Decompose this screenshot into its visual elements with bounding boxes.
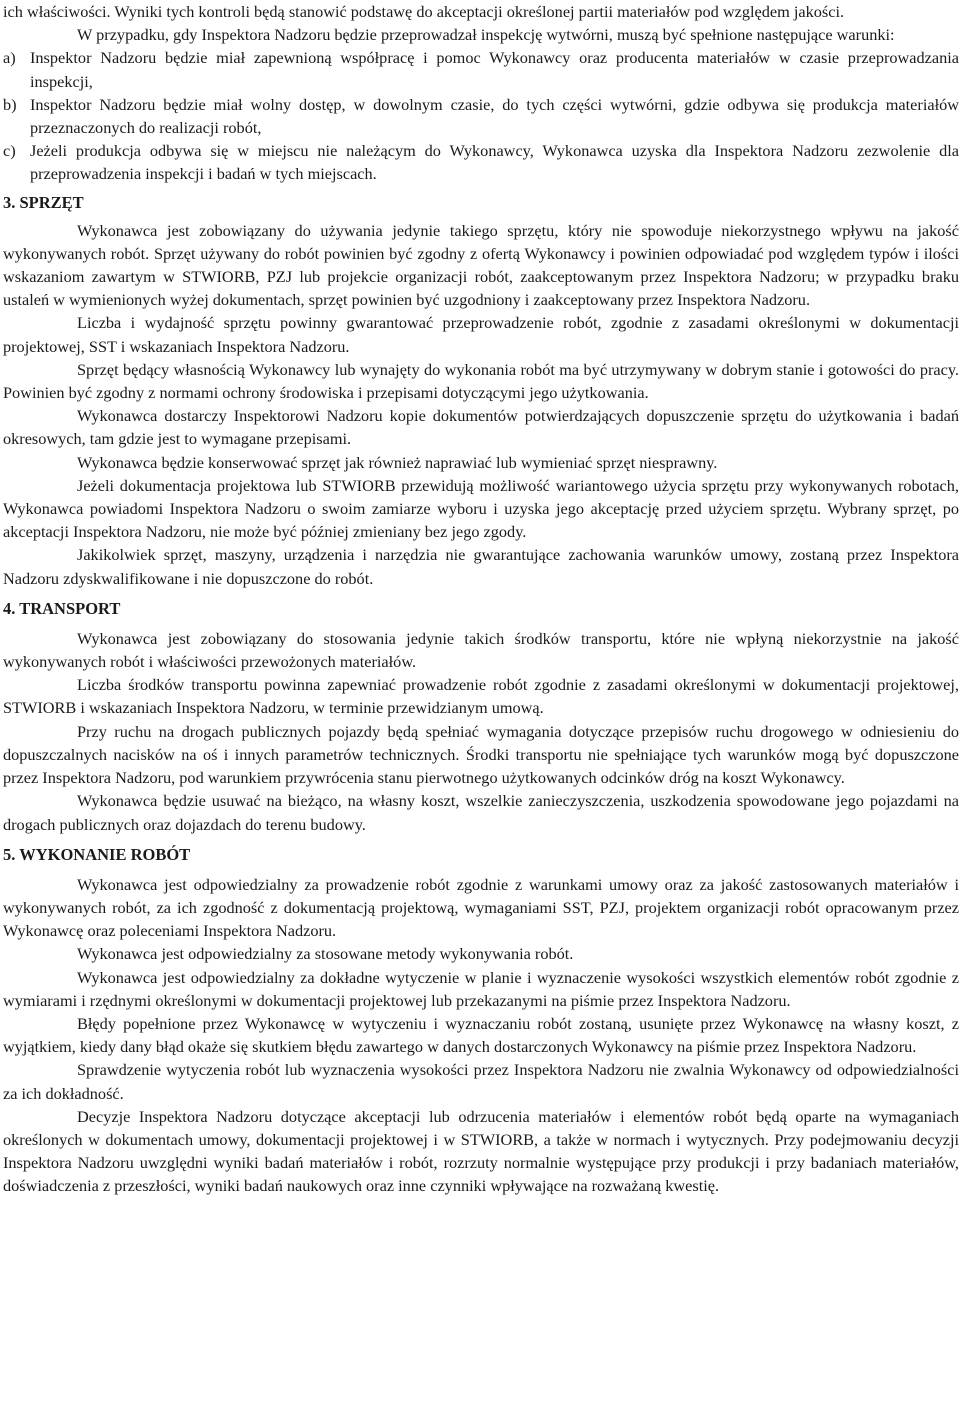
list-item — [3, 139, 959, 185]
section-heading-sprzet: 3. SPRZĘT — [3, 192, 84, 212]
list-item-text: Jeżeli produkcja odbywa się w miejscu nie należącym do Wykonawcy, Wykonawca uzyska dla Inspektora Nadzoru zezwolenie dla przeprowadzenia inspekcji i badań w tych miejscach. — [30, 141, 959, 184]
paragraph: Wykonawca dostarczy Inspektorowi Nadzoru kopie dokumentów potwierdzających dopuszczenie sprzętu do użytkowania i badań okresowych, tam gdzie jest to wymagane przepisami. — [3, 406, 959, 449]
list-item-text: Inspektor Nadzoru będzie miał wolny dostęp, w dowolnym czasie, do tych części wytwórni, gdzie odbywa się produkcja materiałów przeznaczonych do realizacji robót, — [30, 94, 959, 138]
list-item — [3, 46, 959, 92]
paragraph: Wykonawca będzie konserwować sprzęt jak również naprawiać lub wymieniać sprzęt niesprawny. — [77, 452, 718, 472]
section-heading-transport: 4. TRANSPORT — [3, 598, 121, 618]
paragraph: Liczba środków transportu powinna zapewniać prowadzenie robót zgodnie z zasadami określonymi w dokumentacji projektowej, STWIORB i wskazaniach Inspektora Nadzoru, w terminie przewidzianym umową. — [3, 675, 959, 718]
list-item-text: Inspektor Nadzoru będzie miał zapewnioną współpracę i pomoc Wykonawcy oraz producenta materiałów w czasie przeprowadzania inspekcji, — [30, 48, 959, 91]
paragraph: Wykonawca jest odpowiedzialny za stosowane metody wykonywania robót. — [77, 944, 574, 964]
paragraph: Jeżeli dokumentacja projektowa lub STWIORB przewidują możliwość wariantowego użycia sprzętu przy wykonywanych robotach, Wykonawca powiadomi Inspektora Nadzoru o swoim zamiarze wyboru i uzyska jego akceptację przed użyciem sprzętu. Wybrany sprzęt, po akceptacji Inspektora Nadzoru, nie może być później zmieniany bez jego zgody. — [3, 475, 959, 542]
list-marker: a) — [3, 48, 16, 68]
paragraph: Wykonawca będzie usuwać na bieżąco, na własny koszt, wszelkie zanieczyszczenia, uszkodzenia spowodowane jego pojazdami na drogach publicznych oraz dojazdach do terenu budowy. — [3, 791, 959, 834]
paragraph: Sprawdzenie wytyczenia robót lub wyznaczenia wysokości przez Inspektora Nadzoru nie zwalnia Wykonawcy od odpowiedzialności za ich dokładność. — [3, 1060, 959, 1103]
inspection-paragraph: W przypadku, gdy Inspektora Nadzoru będzie przeprowadzał inspekcję wytwórni, muszą być spełnione następujące warunki: — [77, 25, 895, 45]
paragraph: Wykonawca jest odpowiedzialny za dokładne wytyczenie w planie i wyznaczenie wysokości wszystkich elementów robót zgodnie z wymiarami i rzędnymi określonymi w dokumentacji projektowej lub przekazanymi na piśmie przez Inspektora Nadzoru. — [3, 967, 959, 1010]
paragraph: Błędy popełnione przez Wykonawcę w wytyczeniu i wyznaczaniu robót zostaną, usunięte przez Wykonawcę na własny koszt, z wyjątkiem, kiedy dany błąd okaże się skutkiem błędu zawartego w danych dostarczonych Wykonawcy na piśmie przez Inspektora Nadzoru. — [3, 1013, 959, 1057]
list-marker: c) — [3, 141, 16, 161]
paragraph: Decyzje Inspektora Nadzoru dotyczące akceptacji lub odrzucenia materiałów i elementów robót będą oparte na wymaganiach określonych w dokumentach umowy, dokumentacji projektowej i w STWIORB, a także w normach i wytycznych. Przy podejmowaniu decyzji Inspektora Nadzoru uwzględni wyniki badań materiałów i robót, rozrzuty normalnie występujące przy produkcji i przy badaniach materiałów, doświadczenia z przeszłości, wyniki badań naukowych oraz inne czynniki wpływające na rozważaną kwestię. — [3, 1106, 959, 1196]
paragraph: Liczba i wydajność sprzętu powinny gwarantować przeprowadzenie robót, zgodnie z zasadami określonymi w dokumentacji projektowej, SST i wskazaniach Inspektora Nadzoru. — [3, 313, 959, 356]
paragraph: Wykonawca jest zobowiązany do używania jedynie takiego sprzętu, który nie spowoduje niekorzystnego wpływu na jakość wykonywanych robót. Sprzęt używany do robót powinien być zgodny z ofertą Wykonawcy i powinien odpowiadać pod względem typów i ilości wskazaniom zawartym w STWIORB, PZJ lub projekcie organizacji robót, zaakceptowanym przez Inspektora Nadzoru; w przypadku braku ustaleń w wymienionych wyżej dokumentach, sprzęt powinien być uzgodniony i zaakceptowany przez Inspektora Nadzoru. — [3, 220, 959, 310]
paragraph: Przy ruchu na drogach publicznych pojazdy będą spełniać wymagania dotyczące przepisów ruchu drogowego w odniesieniu do dopuszczalnych nacisków na oś i innych parametrów technicznych. Środki transportu nie spełniające tych warunków mogą być dopuszczone przez Inspektora Nadzoru, pod warunkiem przywrócenia stanu pierwotnego użytkowanych odcinków dróg na koszt Wykonawcy. — [3, 721, 959, 788]
paragraph: Sprzęt będący własnością Wykonawcy lub wynajęty do wykonania robót ma być utrzymywany w dobrym stanie i gotowości do pracy. Powinien być zgodny z normami ochrony środowiska i przepisami dotyczącymi jego użytkowania. — [3, 359, 959, 403]
paragraph: Wykonawca jest odpowiedzialny za prowadzenie robót zgodnie z warunkami umowy oraz za jakość zastosowanych materiałów i wykonywanych robót, za ich zgodność z dokumentacją projektową, wymaganiami SST, PZJ, projektem organizacji robót opracowanym przez Wykonawcę oraz poleceniami Inspektora Nadzoru. — [3, 874, 959, 941]
list-marker: b) — [3, 94, 17, 114]
section-heading-wykonanie-robot: 5. WYKONANIE ROBÓT — [3, 844, 191, 864]
intro-continuation: ich właściwości. Wyniki tych kontroli będą stanowić podstawę do akceptacji określonej partii materiałów pod względem jakości. — [3, 2, 845, 21]
list-item — [3, 93, 959, 139]
paragraph: Wykonawca jest zobowiązany do stosowania jedynie takich środków transportu, które nie wpłyną niekorzystnie na jakość wykonywanych robót i właściwości przewożonych materiałów. — [3, 628, 959, 672]
paragraph: Jakikolwiek sprzęt, maszyny, urządzenia i narzędzia nie gwarantujące zachowania warunków umowy, zostaną przez Inspektora Nadzoru zdyskwalifikowane i nie dopuszczone do robót. — [3, 545, 959, 588]
